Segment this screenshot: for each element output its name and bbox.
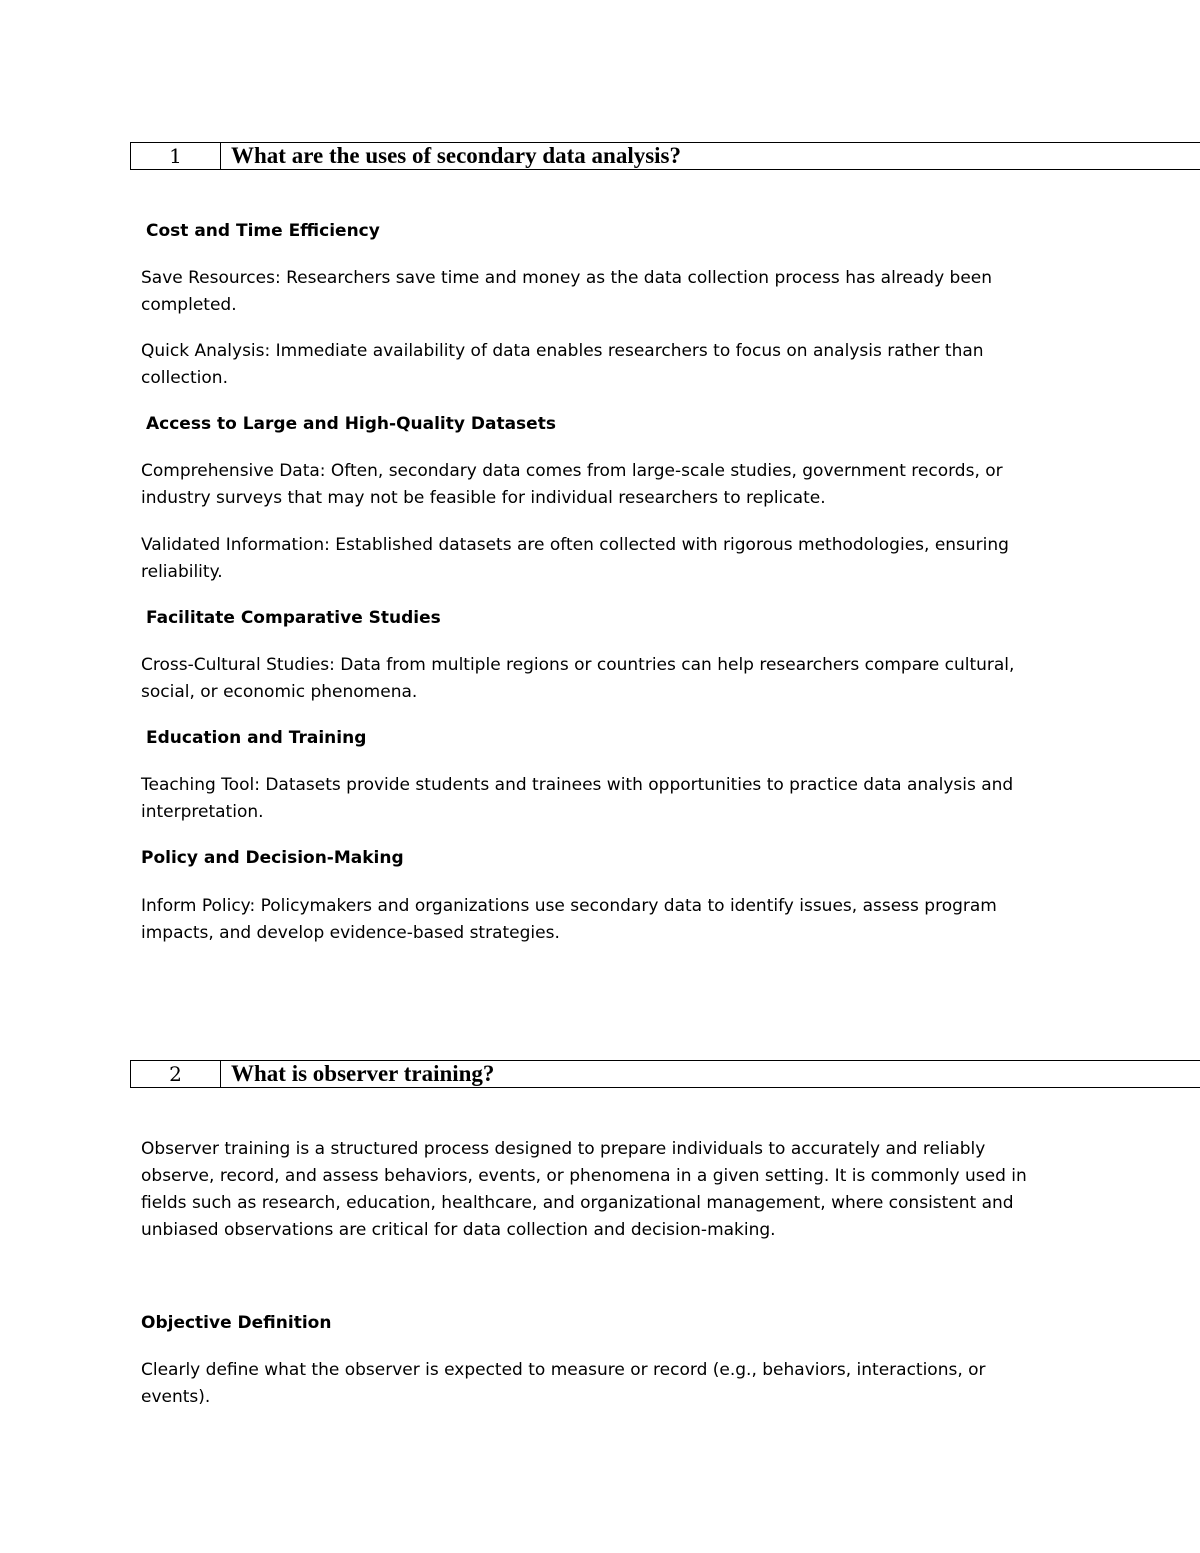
section-heading: Policy and Decision-Making (141, 848, 404, 868)
question-2-header (130, 1060, 1200, 1088)
paragraph: Validated Information: Established datasets are often collected with rigorous methodologies, ensuring reliability. (141, 535, 1009, 582)
intro-paragraph: Observer training is a structured process designed to prepare individuals to accurately and reliably observe, record, and assess behaviors, events, or phenomena in a given setting. It is commonly used in fields such as research, education, healthcare, and organizational management, where consistent and unbiased observations are critical for data collection and decision-making. (141, 1139, 1027, 1240)
section-heading: Education and Training (146, 728, 367, 748)
question-number: 1 (131, 143, 221, 169)
section-heading: Facilitate Comparative Studies (146, 608, 441, 628)
paragraph: Quick Analysis: Immediate availability of data enables researchers to focus on analysis rather than collection. (141, 341, 984, 388)
question-1-answer (141, 218, 1041, 947)
section-heading: Objective Definition (141, 1313, 332, 1333)
paragraph: Teaching Tool: Datasets provide students and trainees with opportunities to practice data analysis and interpretation. (141, 775, 1014, 822)
question-title: What is observer training? (231, 1061, 495, 1086)
section-heading: Access to Large and High-Quality Datasets (146, 414, 556, 434)
question-number: 2 (131, 1061, 221, 1087)
section-heading: Cost and Time Efficiency (146, 221, 380, 241)
question-1-header (130, 142, 1200, 170)
paragraph: Inform Policy: Policymakers and organizations use secondary data to identify issues, assess program impacts, and develop evidence-based strategies. (141, 896, 997, 943)
question-title: What are the uses of secondary data analysis? (231, 143, 682, 168)
paragraph: Cross-Cultural Studies: Data from multiple regions or countries can help researchers compare cultural, social, or economic phenomena. (141, 655, 1015, 702)
paragraph: Comprehensive Data: Often, secondary data comes from large-scale studies, government records, or industry surveys that may not be feasible for individual researchers to replicate. (141, 461, 1003, 508)
paragraph: Clearly define what the observer is expected to measure or record (e.g., behaviors, interactions, or events). (141, 1360, 986, 1407)
paragraph: Save Resources: Researchers save time and money as the data collection process has already been completed. (141, 268, 993, 315)
question-2-answer (141, 1136, 1041, 1411)
